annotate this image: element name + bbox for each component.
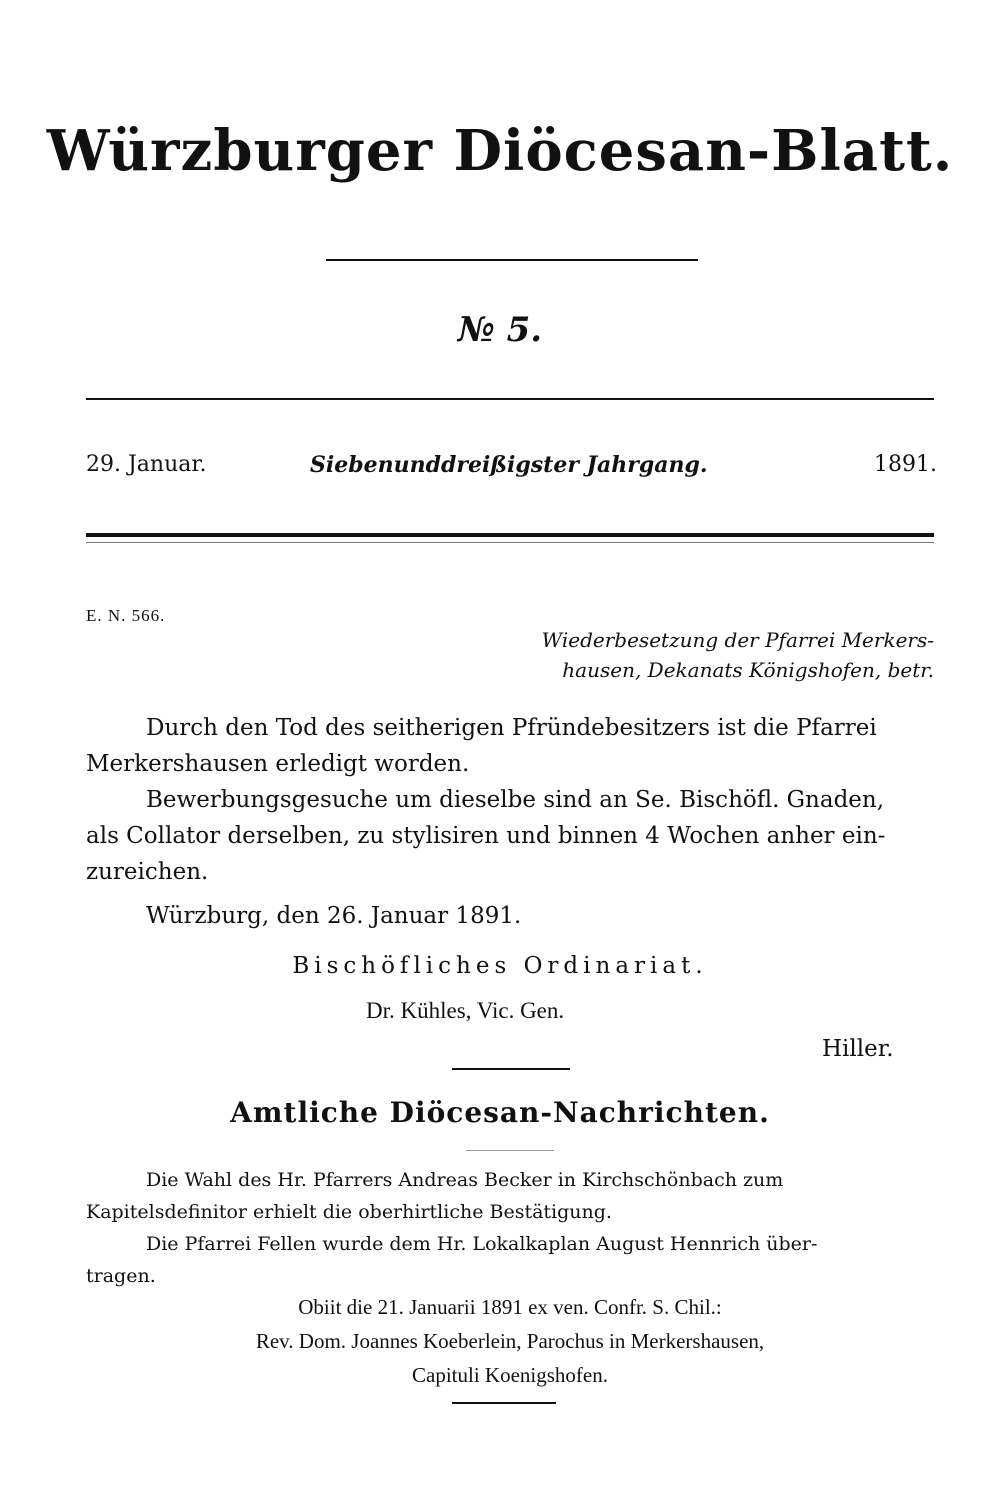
notice-body-line: zureichen. xyxy=(86,859,209,885)
dateline-bottom-rule-thin xyxy=(86,542,934,543)
news-body xyxy=(86,1164,934,1292)
notice-body-line: Bewerbungsgesuche um dieselbe sind an Se. Bischöfl. Gnaden, xyxy=(146,787,885,813)
reference-number: E. N. 566. xyxy=(86,606,166,625)
notice-subject-line: Wiederbesetzung der Pfarrei Merkers- xyxy=(541,628,934,652)
section-title: Amtliche Diöcesan-Nachrichten. xyxy=(230,1096,770,1129)
news-line: Die Wahl des Hr. Pfarrers Andreas Becker in Kirchschönbach zum xyxy=(146,1169,784,1191)
issue-date: 29. Januar. xyxy=(86,452,207,477)
masthead-title: Würzburger Diöcesan-Blatt. xyxy=(46,118,954,184)
dateline-top-rule xyxy=(86,398,934,400)
notice-subject xyxy=(430,625,934,685)
notice-body-line: Merkershausen erledigt worden. xyxy=(86,751,470,777)
masthead-rule xyxy=(326,259,698,261)
obituary-line: Capituli Koenigshofen. xyxy=(412,1363,608,1387)
issue-number: № 5. xyxy=(457,310,543,350)
section-title-ornament xyxy=(466,1150,554,1151)
signatory: Dr. Kühles, Vic. Gen. xyxy=(366,998,565,1023)
notice-subject-line: hausen, Dekanats Königshofen, betr. xyxy=(562,658,934,682)
news-line: Kapitelsdefinitor erhielt die oberhirtliche Bestätigung. xyxy=(86,1201,612,1223)
section-divider xyxy=(452,1068,570,1070)
volume-label: Siebenunddreißigster Jahrgang. xyxy=(310,452,708,478)
notice-body-line: Durch den Tod des seitherigen Pfründebesitzers ist die Pfarrei xyxy=(146,715,877,741)
notice-body-line: als Collator derselben, zu stylisiren und binnen 4 Wochen anher ein- xyxy=(86,823,886,849)
obituary-line: Obiit die 21. Januarii 1891 ex ven. Confr. S. Chil.: xyxy=(298,1295,722,1319)
place-date: Würzburg, den 26. Januar 1891. xyxy=(146,903,522,929)
issuing-authority: Bischöfliches Ordinariat. xyxy=(292,953,708,979)
closing-rule xyxy=(452,1402,556,1404)
news-line: Die Pfarrei Fellen wurde dem Hr. Lokalkaplan August Hennrich über- xyxy=(146,1233,818,1255)
obituary xyxy=(86,1290,934,1392)
notice-body xyxy=(86,710,934,890)
news-line: tragen. xyxy=(86,1265,156,1287)
dateline-bottom-rule xyxy=(86,533,934,537)
issue-year: 1891. xyxy=(874,452,937,477)
obituary-line: Rev. Dom. Joannes Koeberlein, Parochus in Merkershausen, xyxy=(255,1329,765,1353)
secretary-signature: Hiller. xyxy=(822,1036,894,1062)
